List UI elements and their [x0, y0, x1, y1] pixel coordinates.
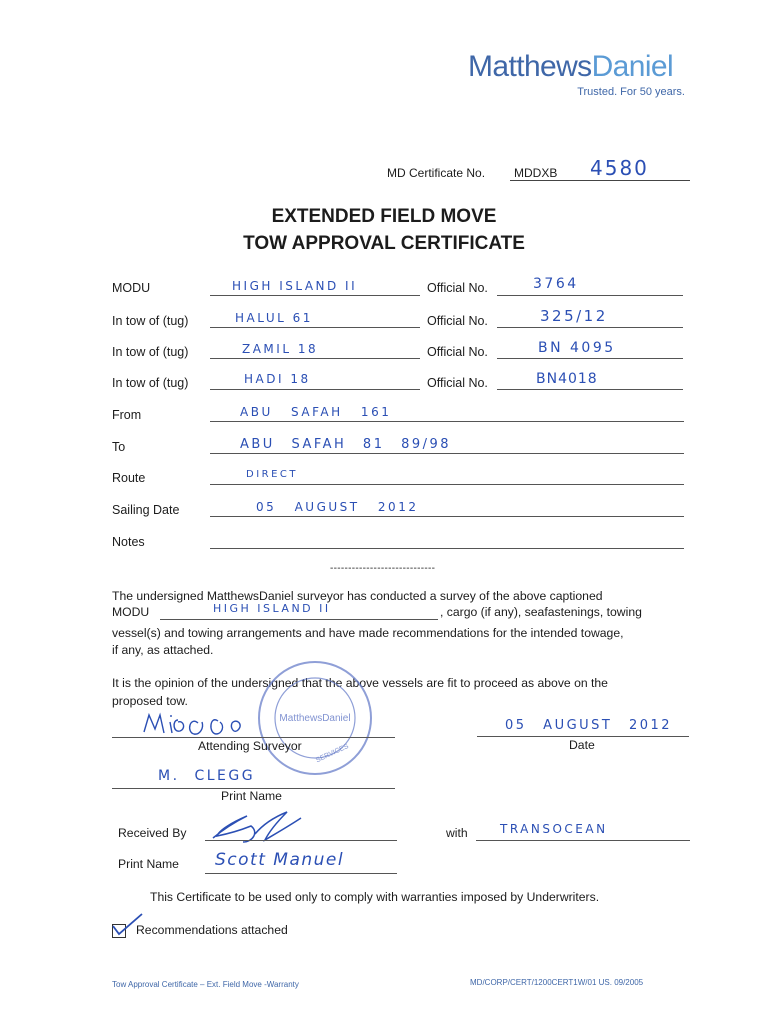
section-divider: ----------------------------- [330, 563, 436, 574]
opinion-line2: proposed tow. [112, 694, 188, 708]
footer-right: MD/CORP/CERT/1200CERT1W/01 US. 09/2005 [470, 978, 644, 987]
route-label: Route [112, 471, 146, 485]
route-line [210, 484, 684, 485]
document-title-line1: EXTENDED FIELD MOVE [271, 206, 497, 227]
tug2-official-value: BN 4095 [538, 340, 616, 356]
tug1-line [210, 327, 420, 328]
statement-line3: vessel(s) and towing arrangements and have made recommendations for the intended towage, [112, 626, 624, 640]
tug3-official-label: Official No. [427, 376, 488, 390]
statement-line4: if any, as attached. [112, 643, 214, 657]
opinion-line1: It is the opinion of the undersigned that the above vessels are fit to proceed as above on the [112, 676, 608, 690]
tug2-line [210, 358, 420, 359]
warranty-note: This Certificate to be used only to comply with warranties imposed by Underwriters. [150, 890, 600, 904]
document-title-line2: TOW APPROVAL CERTIFICATE [243, 233, 525, 254]
receiver-signature [205, 808, 330, 848]
tug3-official-line [497, 389, 683, 390]
tug1-official-label: Official No. [427, 314, 488, 328]
surveyor-print-name: M. CLEGG [158, 768, 256, 784]
certificate-number-line [510, 180, 690, 181]
certificate-number-prefix: MDDXB [514, 166, 558, 180]
sailing-date-label: Sailing Date [112, 503, 180, 517]
print-name-label-receiver: Print Name [118, 857, 179, 871]
logo-daniel: Daniel [591, 50, 674, 83]
modu-label: MODU [112, 281, 151, 295]
with-line [476, 840, 690, 841]
date-label: Date [569, 738, 595, 752]
modu-official-value: 3764 [533, 276, 579, 292]
with-value: TRANSOCEAN [500, 822, 608, 836]
tug1-official-value: 325/12 [540, 307, 608, 325]
modu-official-label: Official No. [427, 281, 488, 295]
signature-date-value: 05 AUGUST 2012 [505, 718, 673, 733]
certificate-number-value: 4580 [590, 156, 649, 180]
stamp-ring-text: SERVICES [314, 743, 350, 765]
receiver-print-name: Scott Manuel [215, 850, 345, 870]
statement-modu-prefix: MODU [112, 605, 150, 619]
tug1-official-line [497, 327, 683, 328]
company-logo [468, 50, 673, 84]
tug3-official-value: BN4018 [536, 371, 598, 387]
date-line [477, 736, 689, 737]
tagline: Trusted. For 50 years. [577, 86, 685, 98]
to-line [210, 453, 684, 454]
with-label: with [446, 826, 468, 840]
received-by-line [205, 840, 397, 841]
statement-line1: The undersigned MatthewsDaniel surveyor has conducted a survey of the above captioned [112, 589, 603, 603]
modu-line [210, 295, 420, 296]
sailing-date-value: 05 AUGUST 2012 [256, 500, 419, 514]
logo-matthews: Matthews [468, 50, 592, 83]
tug2-value: ZAMIL 18 [242, 342, 319, 356]
sailing-date-line [210, 516, 684, 517]
received-by-label: Received By [118, 826, 187, 840]
from-label: From [112, 408, 142, 422]
tug3-value: HADI 18 [244, 372, 311, 386]
tug3-line [210, 389, 420, 390]
statement-modu-line [160, 619, 438, 620]
surveyor-signature-line [112, 737, 395, 738]
recommendations-label: Recommendations attached [136, 923, 288, 937]
tug2-official-label: Official No. [427, 345, 488, 359]
footer-left: Tow Approval Certificate – Ext. Field Move -Warranty [112, 980, 299, 989]
receiver-print-name-line [205, 873, 397, 874]
certificate-number-label: MD Certificate No. [387, 166, 486, 180]
notes-label: Notes [112, 535, 145, 549]
print-name-label-surveyor: Print Name [221, 789, 282, 803]
to-label: To [112, 440, 126, 454]
tug1-label: In tow of (tug) [112, 314, 189, 328]
tug2-official-line [497, 358, 683, 359]
statement-modu-value: HIGH ISLAND II [213, 602, 331, 615]
modu-value: HIGH ISLAND II [232, 279, 358, 293]
from-value: ABU SAFAH 161 [240, 405, 392, 419]
tug2-label: In tow of (tug) [112, 345, 189, 359]
tug3-label: In tow of (tug) [112, 376, 189, 390]
statement-line2-suffix: , cargo (if any), seafastenings, towing [440, 605, 642, 619]
attending-surveyor-label: Attending Surveyor [198, 739, 302, 753]
tug1-value: HALUL 61 [235, 311, 313, 325]
modu-official-line [497, 295, 683, 296]
stamp-text: MatthewsDaniel [279, 713, 351, 724]
notes-line [210, 548, 684, 549]
route-value: DIRECT [246, 469, 299, 480]
to-value: ABU SAFAH 81 89/98 [240, 437, 452, 452]
from-line [210, 421, 684, 422]
